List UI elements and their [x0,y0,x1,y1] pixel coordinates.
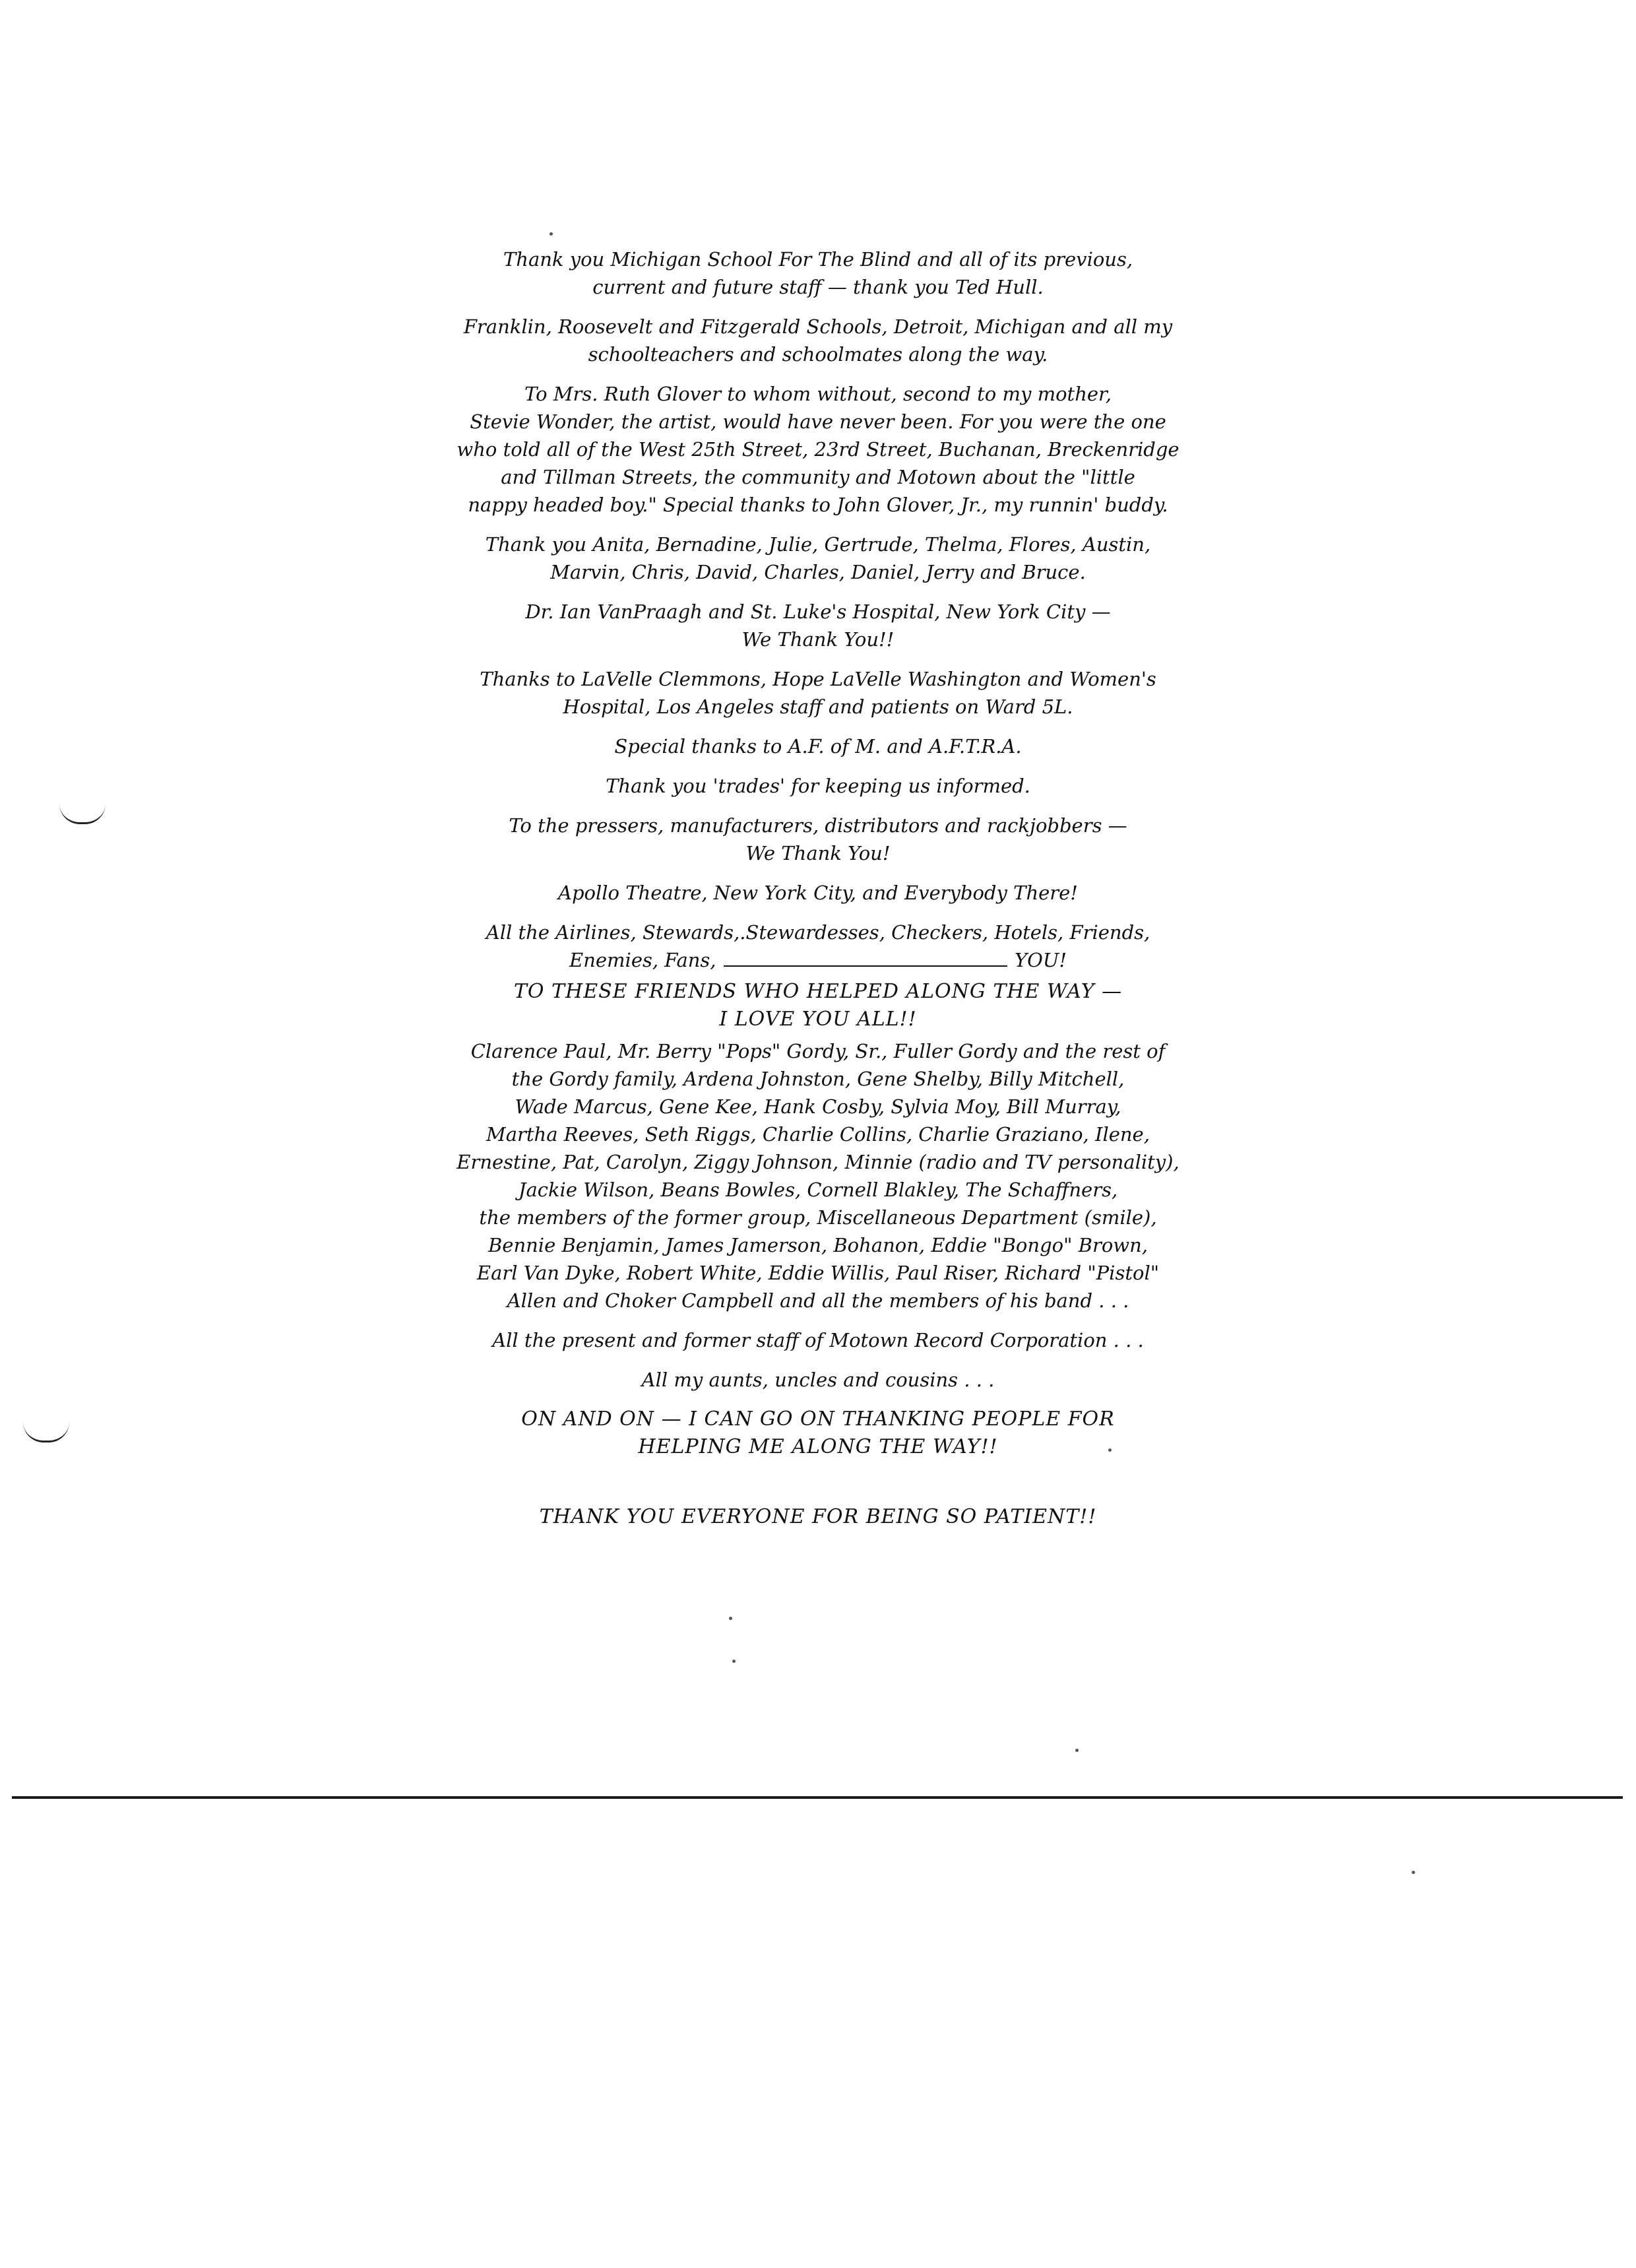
text-line: schoolteachers and schoolmates along the way. [588,343,1048,366]
text-line: Thanks to LaVelle Clemmons, Hope LaVelle Washington and Women's [480,668,1156,690]
text-line: Thank you Anita, Bernadine, Julie, Gertrude, Thelma, Flores, Austin, [485,533,1151,556]
fill-in-blank-line [724,952,1007,967]
paragraph-airlines [422,919,1214,974]
airlines-end: YOU! [1014,949,1067,971]
text-line: Bennie Benjamin, James Jamerson, Bohanon, Eddie "Bongo" Brown, [488,1234,1148,1256]
text-line: THANK YOU EVERYONE FOR BEING SO PATIENT!! [539,1505,1097,1528]
paragraph-final-thanks [422,1503,1214,1531]
paragraph-ruth-glover [422,380,1214,519]
hole-punch-mark-upper [59,804,106,824]
text-line: Earl Van Dyke, Robert White, Eddie Willis, Paul Riser, Richard "Pistol" [476,1262,1160,1284]
text-line: and Tillman Streets, the community and Motown about the "little [501,466,1135,488]
friends-list [422,1037,1214,1314]
text-line: current and future staff — thank you Ted Hull. [592,276,1044,298]
spacer [422,1473,1214,1503]
text-line: the members of the former group, Miscellaneous Department (smile), [479,1206,1157,1229]
paragraph-friends-names [422,531,1214,586]
text-line: Marvin, Chris, David, Charles, Daniel, Jerry and Bruce. [550,561,1086,583]
horizontal-rule [12,1796,1623,1799]
text-line: All my aunts, uncles and cousins . . . [641,1369,995,1391]
text-line: Wade Marcus, Gene Kee, Hank Cosby, Sylvia Moy, Bill Murray, [515,1095,1121,1118]
paragraph-detroit-schools [422,313,1214,368]
speck [1075,1749,1079,1752]
text-line: I LOVE YOU ALL!! [719,1008,917,1031]
text-line: Dr. Ian VanPraagh and St. Luke's Hospital, New York City — [525,600,1111,623]
paragraph-on-and-on [422,1406,1214,1461]
speck [1412,1871,1415,1874]
text-line: HELPING ME ALONG THE WAY!! [638,1435,998,1458]
text-line: Stevie Wonder, the artist, would have never been. For you were the one [470,410,1166,433]
text-line: Apollo Theatre, New York City, and Everybody There! [558,882,1078,904]
speck [732,1660,736,1663]
text-line: Thank you Michigan School For The Blind and all of its previous, [503,248,1133,271]
text-line: ON AND ON — I CAN GO ON THANKING PEOPLE FOR [521,1408,1115,1431]
text-line: Allen and Choker Campbell and all the members of his band . . . [507,1289,1129,1312]
speck [729,1617,732,1620]
text-line: To Mrs. Ruth Glover to whom without, second to my mother, [524,383,1112,405]
text-line: Clarence Paul, Mr. Berry "Pops" Gordy, Sr., Fuller Gordy and the rest of [470,1040,1166,1062]
airlines-start: Enemies, Fans, [569,949,716,971]
text-line: the Gordy family, Ardena Johnston, Gene Shelby, Billy Mitchell, [511,1068,1125,1090]
text-line: Thank you 'trades' for keeping us informed. [606,775,1030,797]
text-line: TO THESE FRIENDS WHO HELPED ALONG THE WAY — [513,980,1123,1003]
friends-heading [422,978,1214,1033]
text-line: Martha Reeves, Seth Riggs, Charlie Collins, Charlie Graziano, Ilene, [486,1123,1150,1146]
text-line: nappy headed boy." Special thanks to John Glover, Jr., my runnin' buddy. [468,494,1168,516]
acknowledgements-text [422,245,1214,1543]
paragraph-michigan-school [422,245,1214,301]
paragraph-motown-staff [422,1326,1214,1354]
paragraph-unions [422,732,1214,760]
text-line: Hospital, Los Angeles staff and patients on Ward 5L. [563,696,1073,718]
text-line: All the present and former staff of Motown Record Corporation . . . [492,1329,1144,1351]
paragraph-womens-hospital [422,665,1214,721]
paragraph-family [422,1366,1214,1394]
text-line: Franklin, Roosevelt and Fitzgerald Schools, Detroit, Michigan and all my [463,315,1173,338]
text-line: Special thanks to A.F. of M. and A.F.T.R.A. [614,735,1022,758]
text-line: Ernestine, Pat, Carolyn, Ziggy Johnson, Minnie (radio and TV personality), [456,1151,1180,1173]
paragraph-pressers [422,812,1214,867]
text-line: who told all of the West 25th Street, 23rd Street, Buchanan, Breckenridge [456,438,1180,461]
paragraph-trades [422,772,1214,800]
text-line: We Thank You! [745,842,891,864]
text-line: Jackie Wilson, Beans Bowles, Cornell Blakley, The Schaffners, [518,1179,1118,1201]
text-line [422,946,1214,974]
text-line: All the Airlines, Stewards,.Stewardesses, Checkers, Hotels, Friends, [486,921,1150,944]
paragraph-st-lukes [422,598,1214,653]
hole-punch-mark-lower [23,1422,69,1442]
speck [550,232,553,236]
text-line: To the pressers, manufacturers, distributors and rackjobbers — [509,814,1127,837]
text-line: We Thank You!! [741,628,895,651]
paragraph-apollo [422,879,1214,907]
